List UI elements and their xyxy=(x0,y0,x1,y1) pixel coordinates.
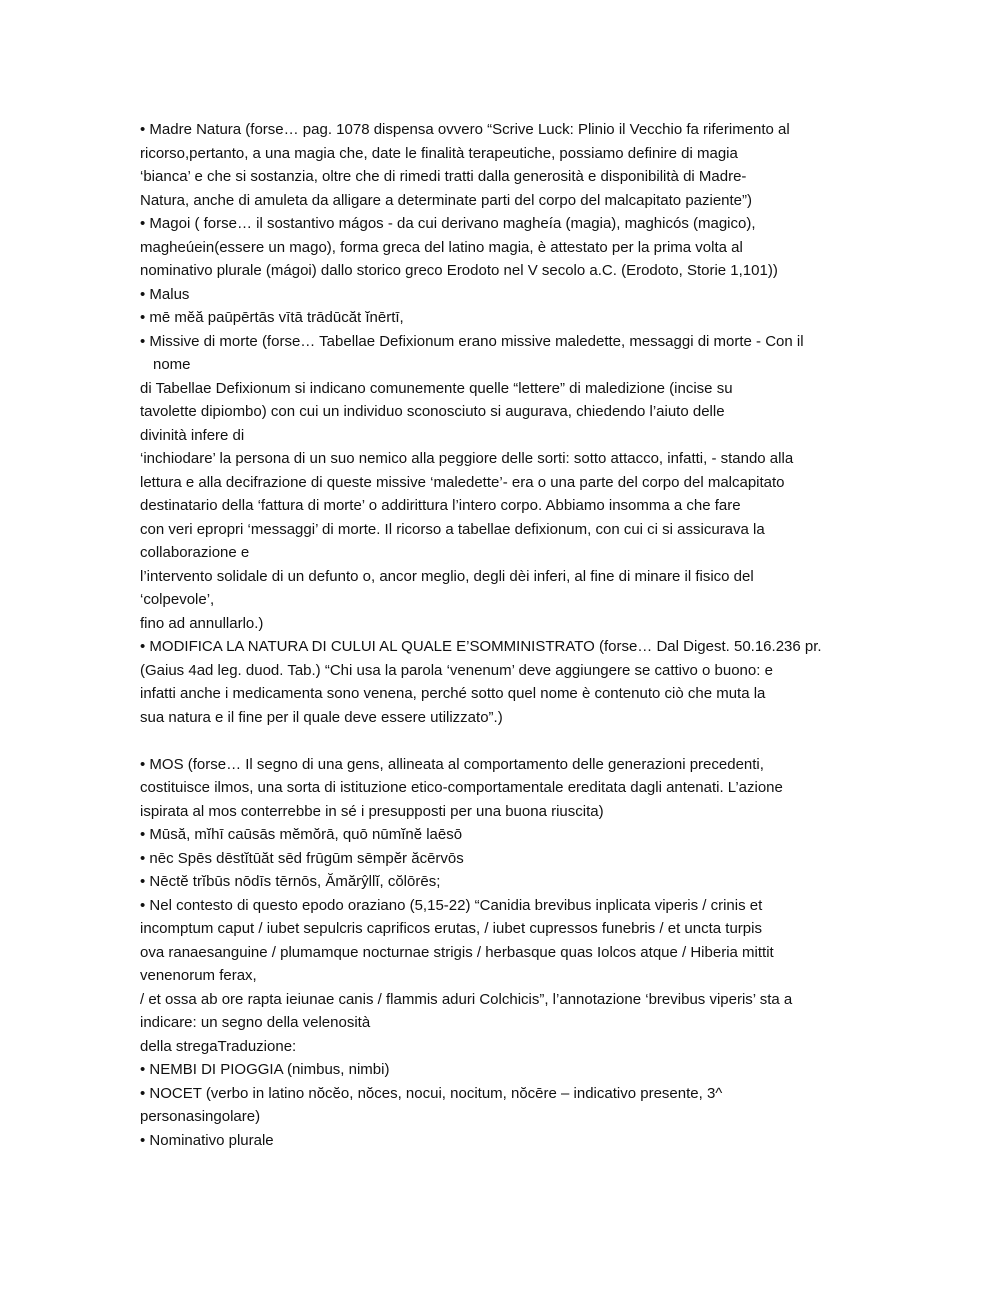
text-line: venenorum ferax, xyxy=(140,967,257,984)
text-line: • mē mĕă paūpērtās vītā trādūcăt ĭnērtī, xyxy=(140,309,404,326)
text-line: • NOCET (verbo in latino nŏcĕo, nŏces, nocui, nocitum, nŏcēre – indicativo presente, 3^ xyxy=(140,1084,723,1102)
text-line xyxy=(140,729,870,753)
text-line: • Nel contesto di questo epodo oraziano (5,15-22) “Canidia brevibus inplicata viperis / crinis et xyxy=(140,896,763,914)
text-line: collaborazione e xyxy=(140,544,250,561)
text-line: • MOS (forse… Il segno di una gens, allineata al comportamento delle generazioni precedenti, xyxy=(140,755,764,773)
text-line: sua natura e il fine per il quale deve essere utilizzato”.) xyxy=(140,708,503,726)
text-line: costituisce ilmos, una sorta di istituzione etico-comportamentale ereditata dagli antenati. L’azione xyxy=(140,779,783,796)
text-line: tavolette dipiombo) con cui un individuo sconosciuto si augurava, chiedendo l’aiuto delle xyxy=(140,403,725,420)
text-line: lettura e alla decifrazione di queste missive ‘maledette’- era o una parte del corpo del malcapitato xyxy=(140,473,785,491)
text-line: • Malus xyxy=(140,285,190,303)
text-line: di Tabellae Defixionum si indicano comunemente quelle “lettere” di maledizione (incise su xyxy=(140,379,733,397)
text-line: nome xyxy=(153,356,191,373)
text-line: indicare: un segno della velenosità xyxy=(140,1014,371,1031)
text-line: • Magoi ( forse… il sostantivo mágos - da cui derivano magheía (magia), maghicós (magico), xyxy=(140,215,756,232)
text-line: fino ad annullarlo.) xyxy=(140,614,264,632)
text-line: con veri epropri ‘messaggi’ di morte. Il ricorso a tabellae defixionum, con cui ci si assicurava la xyxy=(140,520,765,538)
text-line: destinatario della ‘fattura di morte’ o addirittura l’intero corpo. Abbiamo insomma a che fare xyxy=(140,497,741,514)
text-line: • Nominativo plurale xyxy=(140,1131,274,1149)
text-line: incomptum caput / iubet sepulcris caprificos erutas, / iubet cupressos funebris / et uncta turpis xyxy=(140,920,762,937)
text-line: (Gaius 4ad leg. duod. Tab.) “Chi usa la parola ‘venenum’ deve aggiungere se cattivo o buono: e xyxy=(140,661,773,679)
text-line: • Mūsă, mĭhī caūsās mĕmŏrā, quō nūmĭnĕ laēsō xyxy=(140,826,463,843)
text-line: personasingolare) xyxy=(140,1108,261,1125)
text-line: Natura, anche di amuleta da alligare a determinate parti del corpo del malcapitato paziente”) xyxy=(140,191,753,209)
text-line: della stregaTraduzione: xyxy=(140,1037,297,1055)
text-line: • Nēctĕ trĭbūs nōdīs tērnōs, Ămărŷllĭ, cŏlōrēs; xyxy=(140,873,441,890)
text-line: ova ranaesanguine / plumamque nocturnae strigis / herbasque quas Iolcos atque / Hiberia mittit xyxy=(140,943,774,961)
text-line: • Missive di morte (forse… Tabellae Defixionum erano missive maledette, messaggi di morte - Con il xyxy=(140,332,804,350)
text-line: ‘inchiodare’ la persona di un suo nemico alla peggiore delle sorti: sotto attacco, infatti, - stando alla xyxy=(140,450,794,467)
text-line: nominativo plurale (mágoi) dallo storico greco Erodoto nel V secolo a.C. (Erodoto, Storie 1,101)) xyxy=(140,262,778,279)
text-line: infatti anche i medicamenta sono venena, perché sotto quel nome è contenuto ciò che muta la xyxy=(140,685,766,702)
text-line: ‘bianca’ e che si sostanzia, oltre che di rimedi tratti dalla generosità e disponibilità di Madre- xyxy=(140,168,747,185)
text-line: magheúein(essere un mago), forma greca del latino magia, è attestato per la prima volta al xyxy=(140,238,743,256)
text-line: ricorso,pertanto, a una magia che, date le finalità terapeutiche, possiamo definire di magia xyxy=(140,144,738,162)
document-body xyxy=(140,118,870,1152)
text-line: divinità infere di xyxy=(140,426,245,444)
text-line: • Madre Natura (forse… pag. 1078 dispensa ovvero “Scrive Luck: Plinio il Vecchio fa riferimento al xyxy=(140,121,790,138)
text-line: ispirata al mos conterrebbe in sé i presupposti per una buona riuscita) xyxy=(140,802,604,820)
text-line: ‘colpevole’, xyxy=(140,591,215,608)
text-line: • NEMBI DI PIOGGIA (nimbus, nimbi) xyxy=(140,1061,390,1078)
text-line: l’intervento solidale di un defunto o, ancor meglio, degli dèi inferi, al fine di minare il fisico del xyxy=(140,567,754,585)
text-line: / et ossa ab ore rapta ieiunae canis / flammis aduri Colchicis”, l’annotazione ‘brevibus viperis’ sta a xyxy=(140,990,793,1008)
text-line: • nēc Spēs dēstĭtūăt sēd frūgūm sēmpĕr ăcērvōs xyxy=(140,849,464,867)
text-line: • MODIFICA LA NATURA DI CULUI AL QUALE E’SOMMINISTRATO (forse… Dal Digest. 50.16.236 pr. xyxy=(140,638,822,655)
